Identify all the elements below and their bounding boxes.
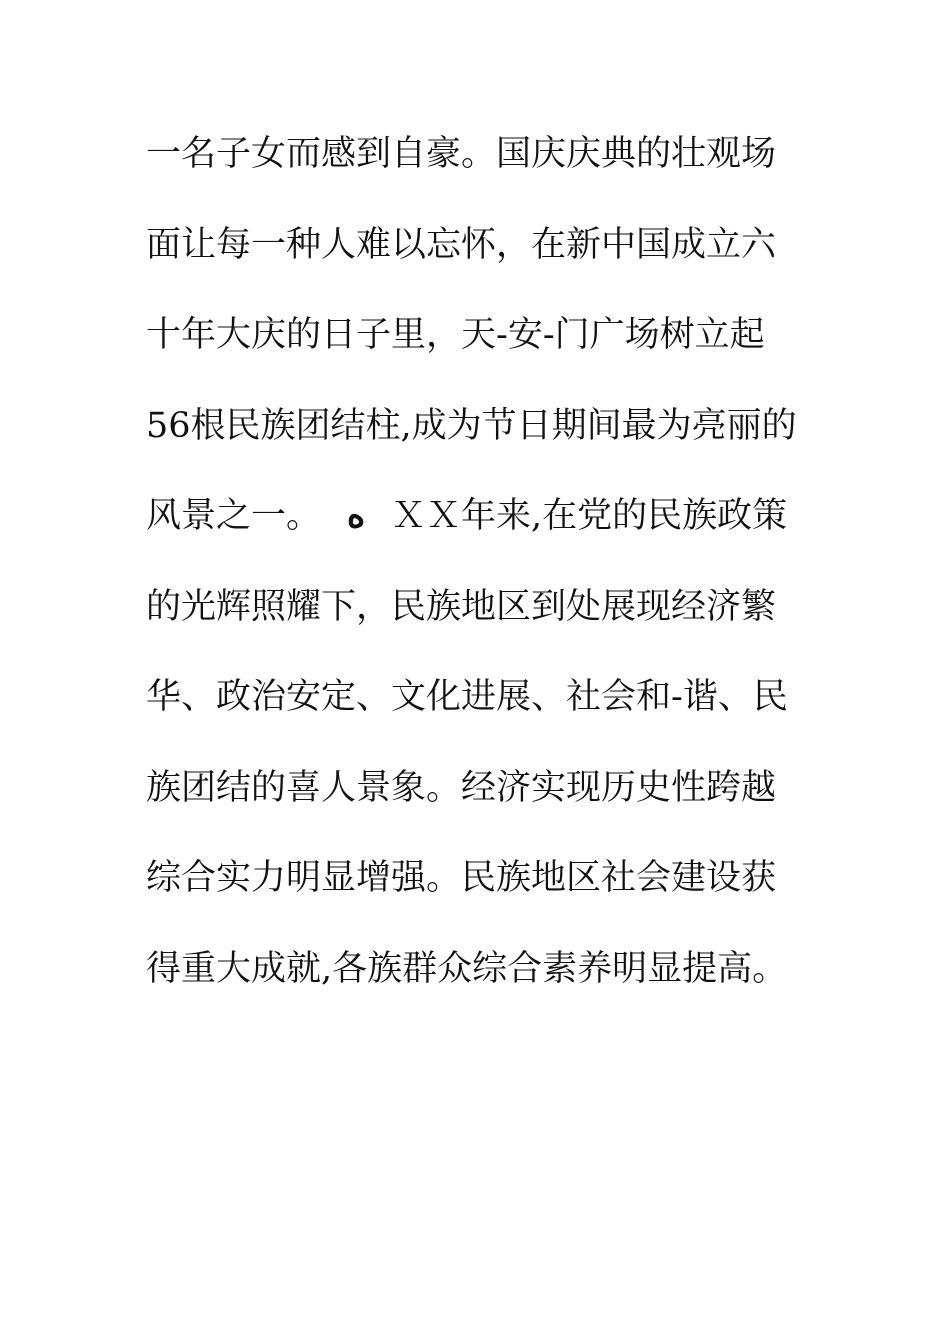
stray-glyph: ه [346,495,366,536]
text-line-7: 华、政治安定、文化进展、社会和-谐、民 [146,677,788,717]
body-text [146,126,811,1031]
text-line-3: 十年大庆的日子里，天-安-门广场树立起 [146,315,765,355]
text-line-6: 的光辉照耀下，民族地区到处展现经济繁 [146,586,777,627]
text-line-10: 得重大成就,各族群众综合素养明显提高。 [146,948,788,989]
text-line-5-start: 风景之一。 [146,496,322,536]
text-line-2: 面让每一种人难以忘怀，在新中国成立六 [146,224,777,265]
text-line-5 [146,488,811,579]
text-line-1: 一名子女而感到自豪。国庆庆典的壮观场 [146,134,777,174]
text-line-5-end: ＸＸ年来,在党的民族政策 [391,496,788,536]
text-line-8: 族团结的喜人景象。经济实现历史性跨越 [146,767,777,808]
text-line-9: 综合实力明显增强。民族地区社会建设获 [146,858,777,898]
text-line-4: 56根民族团结柱,成为节日期间最为亮丽的 [146,405,797,446]
